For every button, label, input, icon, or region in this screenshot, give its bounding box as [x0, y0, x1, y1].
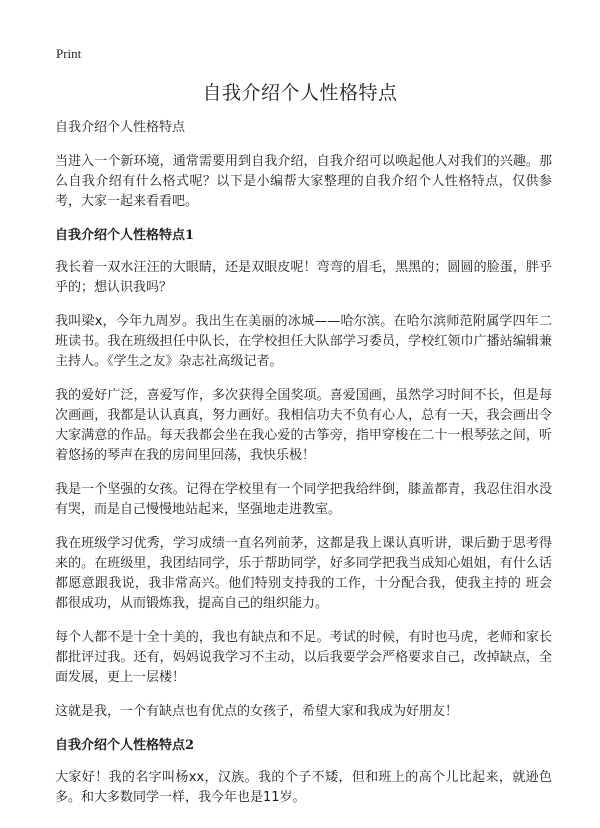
paragraph: 我在班级学习优秀，学习成绩一直名列前茅，这都是我上课认真听讲，课后勤于思考得来的。在班级里，我团结同学，乐于帮助同学，好多同学把我当成知心姐姐，有什么话都愿意跟我说，我非常高兴。他们特别支持我的工作，十分配合我，使我主持的 班会都很成功，从而锻炼我，提高自己的组织能力。 — [55, 536, 552, 611]
section-heading-1: 自我介绍个人性格特点1 — [55, 228, 195, 243]
print-link[interactable]: Print — [56, 46, 82, 61]
paragraph: 大家好！我的名字叫杨xx，汉族。我的个子不矮，但和班上的高个儿比起来，就逊色多。和大多数同学一样，我今年也是11岁。 — [55, 770, 552, 805]
paragraph: 我长着一双水汪汪的大眼睛，还是双眼皮呢！弯弯的眉毛，黑黑的；圆圆的脸蛋，胖乎乎的；想认识我吗？ — [55, 260, 552, 295]
paragraph: 每个人都不是十全十美的，我也有缺点和不足。考试的时候，有时也马虎，老师和家长都批评过我。还有，妈妈说我学习不主动，以后我要学会严格要求自己，改掉缺点，全面发展，更上一层楼！ — [55, 630, 552, 685]
article-body — [55, 118, 552, 822]
page-title: 自我介绍个人性格特点 — [202, 82, 398, 104]
paragraph: 我是一个坚强的女孩。记得在学校里有一个同学把我给绊倒，膝盖都青，我忍住泪水没有哭，而是自己慢慢地站起来，坚强地走进教室。 — [55, 482, 552, 517]
article-subtitle: 自我介绍个人性格特点 — [55, 120, 186, 135]
intro-paragraph: 当进入一个新环境，通常需要用到自我介绍，自我介绍可以唤起他人对我们的兴趣。那么自我介绍有什么格式呢？以下是小编帮大家整理的自我介绍个人性格特点，仅供参考，大家一起来看看吧。 — [55, 154, 552, 209]
section-heading-2: 自我介绍个人性格特点2 — [55, 738, 195, 753]
paragraph: 我叫梁x，今年九周岁。我出生在美丽的冰城——哈尔滨。在哈尔滨师范附属学四年二班读书。我在班级担任中队长，在学校担任大队部学习委员，学校红领巾广播站编辑兼主持人。《学生之友》杂志社高级记者。 — [55, 314, 552, 369]
paragraph: 我的爱好广泛，喜爱写作，多次获得全国奖项。喜爱国画，虽然学习时间不长，但是每次画画，我都是认认真真，努力画好。我相信功夫不负有心人，总有一天，我会画出令大家满意的作品。每天我都会坐在我心爱的古筝旁，指甲穿梭在二十一根琴弦之间，听着悠扬的琴声在我的房间里回荡，我快乐极！ — [55, 388, 552, 463]
paragraph: 这就是我，一个有缺点也有优点的女孩子，希望大家和我成为好朋友！ — [55, 704, 459, 719]
